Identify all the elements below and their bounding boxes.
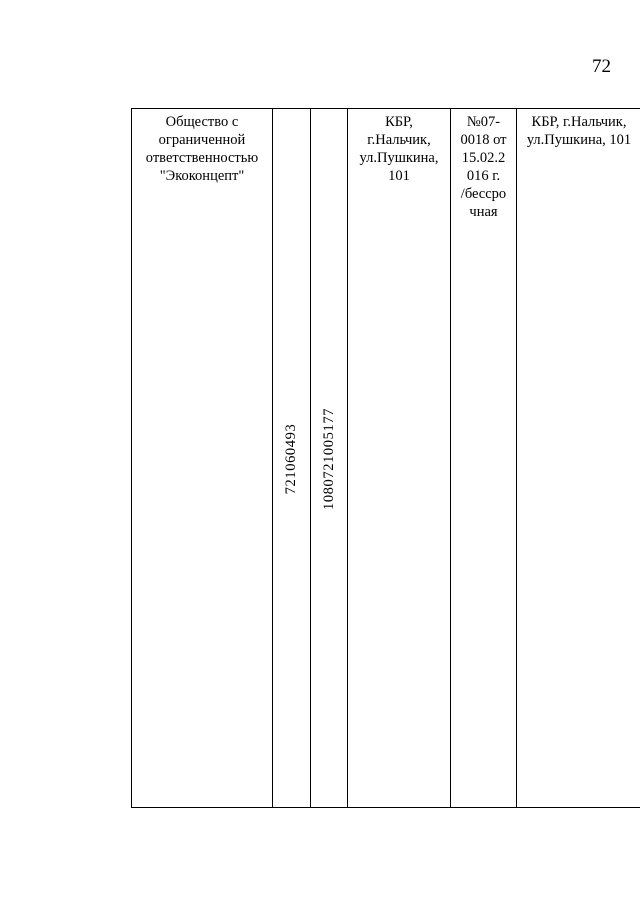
address-line: КБР,: [385, 114, 413, 130]
registry-table: [131, 108, 640, 808]
address-line: 101: [388, 168, 410, 184]
address-cell: [348, 113, 450, 185]
activity-address-line: ул.Пушкина, 101: [526, 132, 632, 148]
license-line: №07-: [466, 114, 501, 130]
org-name-cell: [132, 113, 272, 185]
org-name-line: Общество с: [165, 114, 239, 130]
activity-address-cell: [517, 113, 640, 149]
license-line: 0018 от: [460, 132, 507, 148]
column-divider: [347, 109, 348, 807]
inn-cell: 721060493: [283, 423, 299, 495]
license-line: чная: [469, 204, 498, 220]
address-line: ул.Пушкина,: [359, 150, 439, 166]
address-line: г.Нальчик,: [367, 132, 431, 148]
org-name-line: "Экоконцепт": [159, 168, 245, 184]
license-line: 016 г.: [466, 168, 501, 184]
license-cell: [451, 113, 516, 221]
column-divider: [272, 109, 273, 807]
license-line: 15.02.2: [461, 150, 506, 166]
column-divider: [310, 109, 311, 807]
license-line: /бессро: [460, 186, 507, 202]
activity-address-line: КБР, г.Нальчик,: [531, 114, 627, 130]
org-name-line: ограниченной: [158, 132, 246, 148]
page-number: 72: [592, 56, 611, 77]
ogrn-cell: 1080721005177: [321, 407, 337, 511]
org-name-line: ответственностью: [145, 150, 259, 166]
column-divider: [516, 109, 517, 807]
